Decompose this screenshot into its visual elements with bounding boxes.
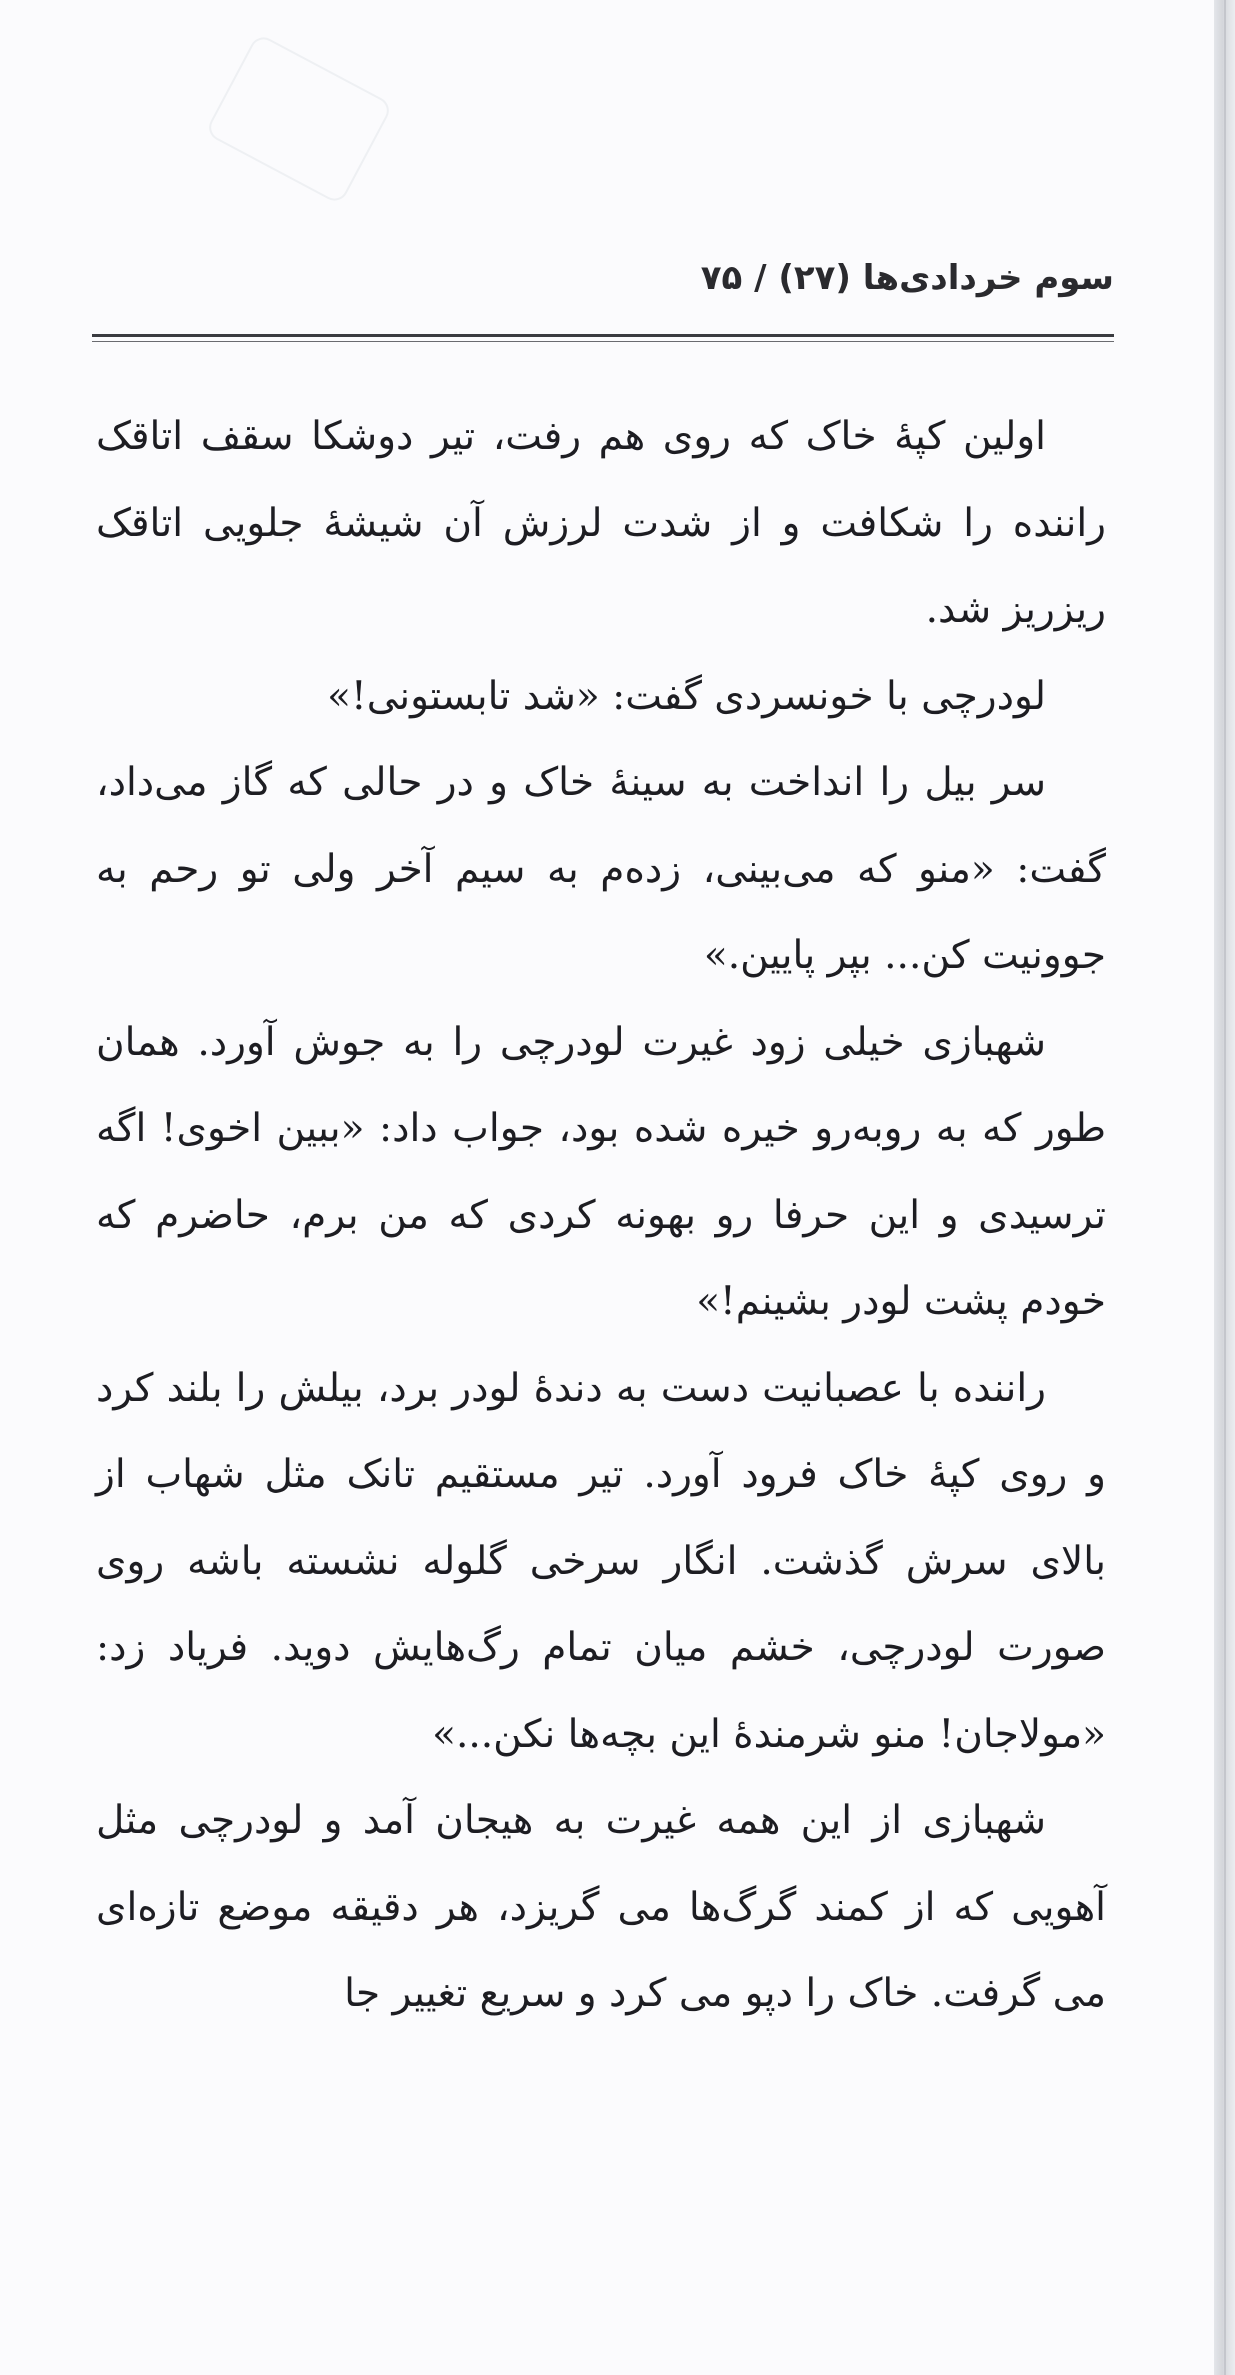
running-head: سوم خردادی‌ها (۲۷) / ۷۵ <box>700 258 1114 298</box>
paragraph: اولین کپهٔ خاک که روی هم رفت، تیر دوشکا سقف اتاقک راننده را شکافت و از شدت لرزش آن شیشهٔ جلویی اتاقک ریزریز شد. <box>96 414 1106 632</box>
paragraph: شهبازی خیلی زود غیرت لودرچی را به جوش آورد. همان طور که به روبه‌رو خیره شده بود، جواب داد: «ببین اخوی! اگه ترسیدی و این حرفا رو بهونه کردی که من برم، حاضرم که خودم پشت لودر بشینم!» <box>96 1019 1106 1324</box>
page-header <box>92 258 1114 318</box>
paragraph: سر بیل را انداخت به سینهٔ خاک و در حالی که گاز می‌داد، گفت: «منو که می‌بینی، زدەم به سیم آخر ولی تو رحم به جوونیت کن... بپر پایین.» <box>96 760 1106 978</box>
page-edge-line <box>1224 0 1226 2375</box>
paragraph: راننده با عصبانیت دست به دندهٔ لودر برد، بیلش را بلند کرد و روی کپهٔ خاک فرود آورد. تیر مستقیم تانک مثل شهاب از بالای سرش گذشت. انگار سرخی گلوله نشسته باشه روی صورت لودرچی، خشم میان تمام رگ‌هایش دوید. فریاد زد: «مولاجان! منو شرمندهٔ این بچه‌ها نکن...» <box>96 1365 1106 1757</box>
header-rule <box>92 334 1114 337</box>
header-rule-thin <box>92 341 1114 342</box>
paragraph: شهبازی از این همه غیرت به هیجان آمد و لودرچی مثل آهویی که از کمند گرگ‌ها می گریزد، هر دقیقه موضع تازه‌ای می گرفت. خاک را دپو می کرد و سریع تغییر جا <box>96 1798 1106 2016</box>
body-text <box>96 394 1106 2038</box>
show-through-mark <box>204 33 393 206</box>
paragraph: لودرچی با خونسردی گفت: «شد تابستونی!» <box>327 673 1046 719</box>
